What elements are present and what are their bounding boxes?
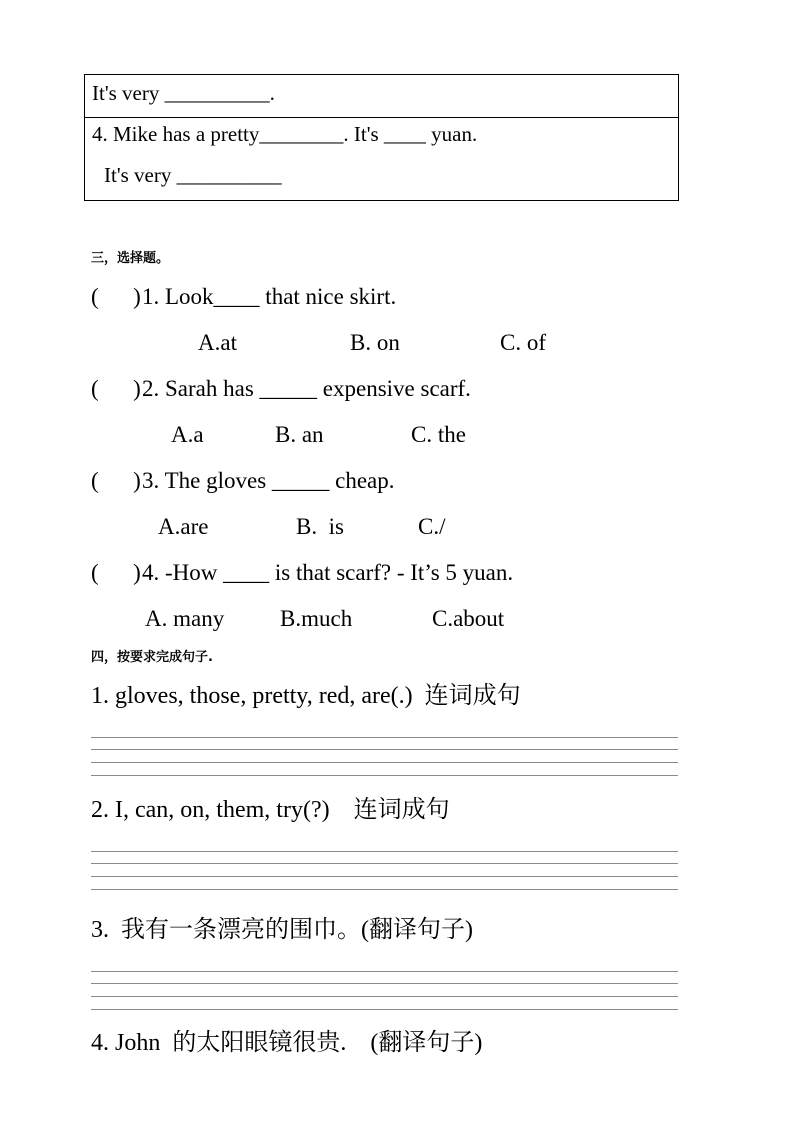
q1-option-b: B. on <box>350 330 400 355</box>
answer-blank-2[interactable]: ( ) <box>91 376 141 401</box>
section-3-heading: 三，选择题。 <box>91 251 170 266</box>
table-row-4-line-1: 4. Mike has a pretty________. It's ____ yuan. <box>92 122 478 146</box>
answer-blank-4[interactable]: ( ) <box>91 560 141 585</box>
answer-blank-3[interactable]: ( ) <box>91 468 141 493</box>
q2-option-b: B. an <box>275 422 324 447</box>
task-1: 1. gloves, those, pretty, red, are(.) 连词成句 <box>91 683 521 709</box>
question-1: 1. Look____ that nice skirt. <box>142 284 397 309</box>
q4-option-b: B.much <box>280 606 353 631</box>
writing-lines-1[interactable] <box>91 737 678 777</box>
q4-option-c: C.about <box>432 606 505 631</box>
question-2: 2. Sarah has _____ expensive scarf. <box>142 376 471 401</box>
writing-lines-3[interactable] <box>91 971 678 1011</box>
q3-option-a: A.are <box>158 514 209 539</box>
q3-option-b: B. is <box>296 514 344 539</box>
task-4: 4. John 的太阳眼镜很贵. (翻译句子) <box>91 1030 483 1056</box>
q2-option-a: A.a <box>171 422 204 447</box>
section-4-heading: 四，按要求完成句子. <box>91 650 213 665</box>
writing-lines-2[interactable] <box>91 851 678 891</box>
q3-option-c: C./ <box>418 514 446 539</box>
q1-option-c: C. of <box>500 330 546 355</box>
q1-option-a: A.at <box>198 330 237 355</box>
q2-option-c: C. the <box>411 422 466 447</box>
question-3: 3. The gloves _____ cheap. <box>142 468 395 493</box>
answer-blank-1[interactable]: ( ) <box>91 284 141 309</box>
question-4: 4. -How ____ is that scarf? - It’s 5 yuan. <box>142 560 514 585</box>
task-2: 2. I, can, on, them, try(?) 连词成句 <box>91 797 450 823</box>
table-row-3-tail: It's very __________. <box>92 81 275 105</box>
table-divider <box>85 117 678 118</box>
table-row-4-line-2: It's very __________ <box>104 163 282 187</box>
q4-option-a: A. many <box>145 606 225 631</box>
task-3: 3. 我有一条漂亮的围巾。(翻译句子) <box>91 917 473 943</box>
